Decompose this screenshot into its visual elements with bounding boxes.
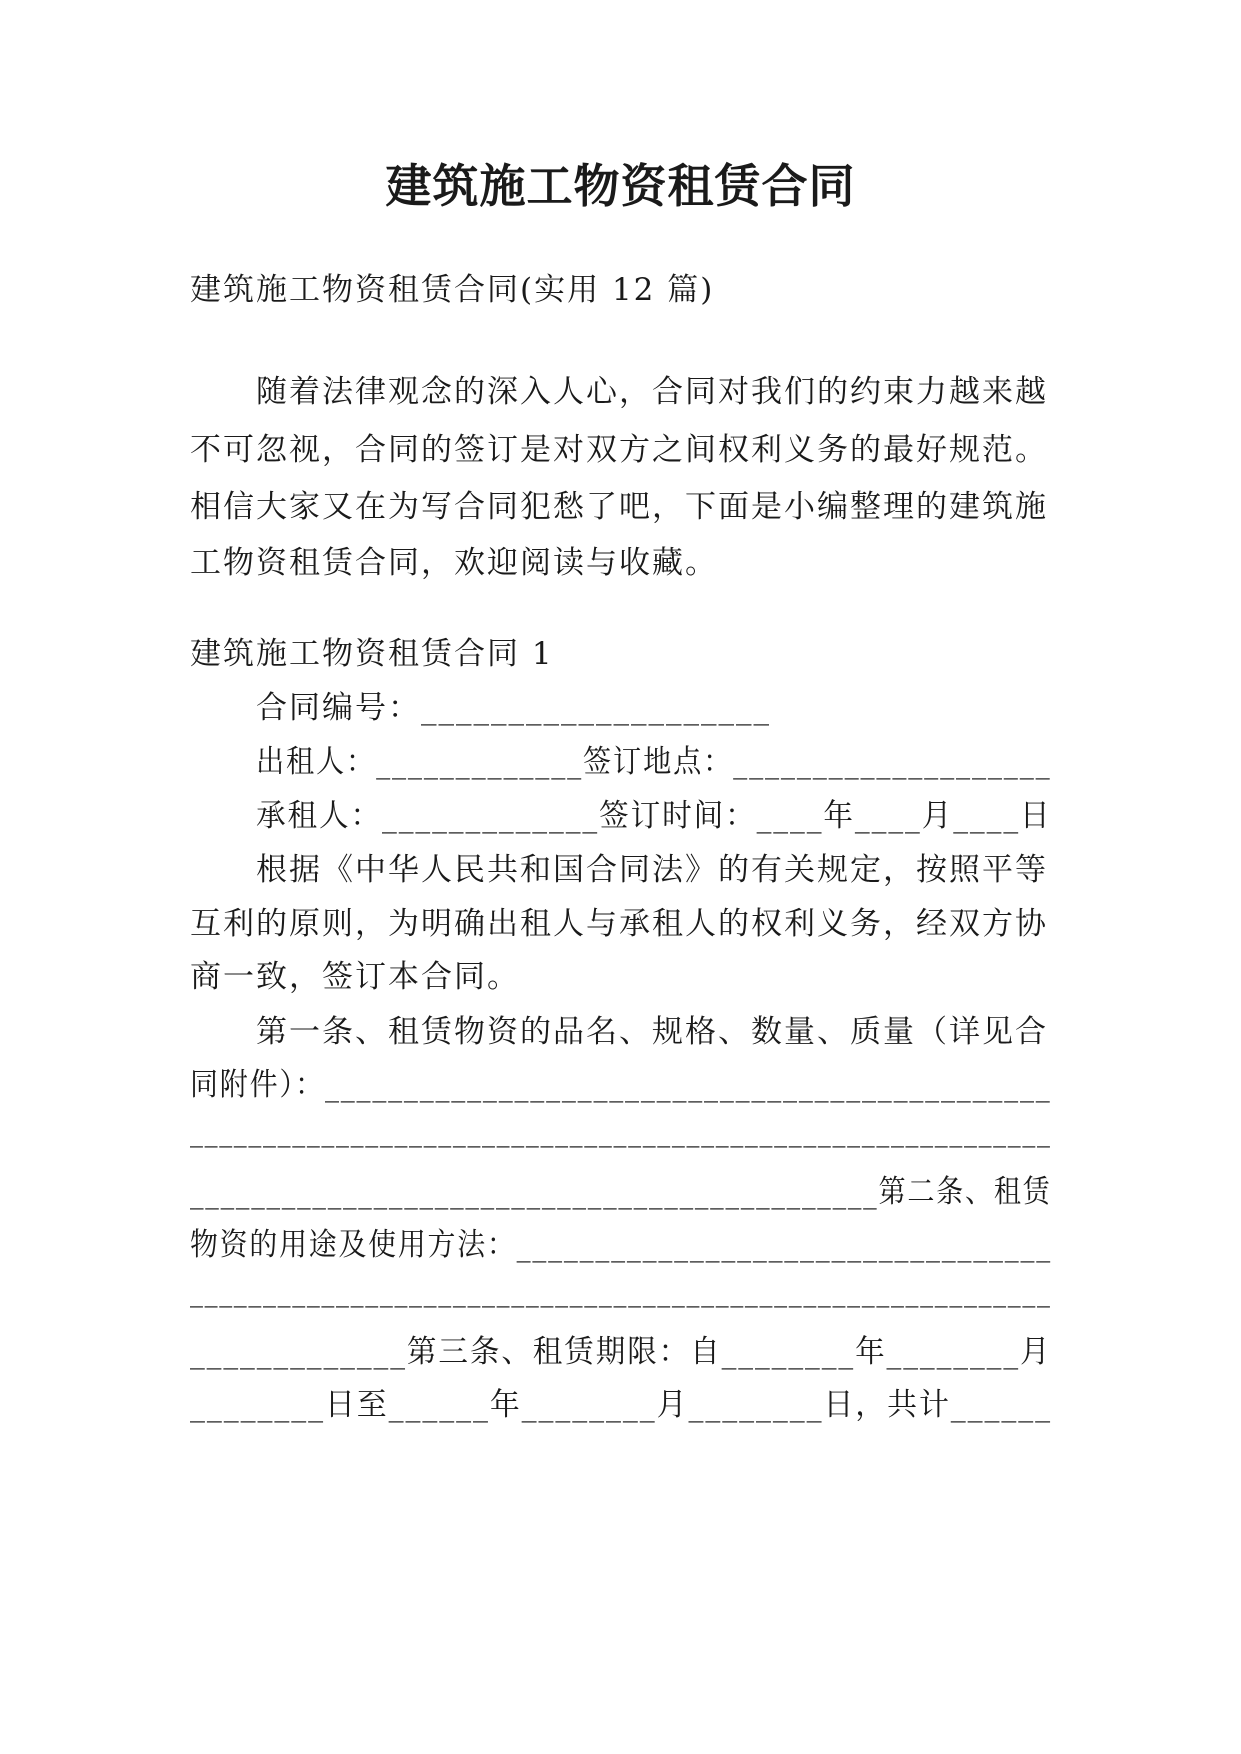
lessee-field: 承租人：_____________签订时间：____年____月____日	[256, 798, 1052, 834]
body-line-1: 根据《中华人民共和国合同法》的有关规定，按照平等	[256, 852, 1048, 888]
body-line-2: 互利的原则，为明确出租人与承租人的权利义务，经双方协	[190, 906, 1048, 942]
intro-line-3: 相信大家又在为写合同犯愁了吧，下面是小编整理的建筑施	[190, 489, 1048, 525]
article-2-line-2: 物资的用途及使用方法：__________________________________	[190, 1227, 1052, 1263]
article-3-line-1: _____________第三条、租赁期限：自________年________月	[190, 1334, 1052, 1370]
article-1-line-2: 同附件）：______________________________________________	[190, 1067, 1052, 1103]
article-2-line-1: _____________________________________________第二条、租赁	[190, 1174, 1052, 1210]
document-title: 建筑施工物资租赁合同	[385, 159, 856, 213]
body-line-3: 商一致，签订本合同。	[190, 959, 520, 995]
article-3-line-2: ________日至______年________月________日，共计______	[190, 1387, 1052, 1423]
blank-line-2: ___________________________________________________________	[190, 1272, 1052, 1308]
intro-line-1: 随着法律观念的深入人心，合同对我们的约束力越来越	[256, 374, 1048, 410]
intro-line-2: 不可忽视，合同的签订是对双方之间权利义务的最好规范。	[190, 432, 1048, 468]
document-subtitle: 建筑施工物资租赁合同(实用 12 篇)	[190, 272, 715, 308]
section-heading: 建筑施工物资租赁合同 1	[190, 636, 554, 672]
contract-number-field: 合同编号：____________________	[256, 690, 771, 726]
intro-line-4: 工物资租赁合同，欢迎阅读与收藏。	[190, 545, 718, 581]
blank-line-1: ___________________________________________________________	[190, 1112, 1052, 1148]
lessor-field: 出租人：_____________签订地点：____________________	[256, 744, 1052, 780]
article-1-line-1: 第一条、租赁物资的品名、规格、数量、质量（详见合	[256, 1014, 1048, 1050]
